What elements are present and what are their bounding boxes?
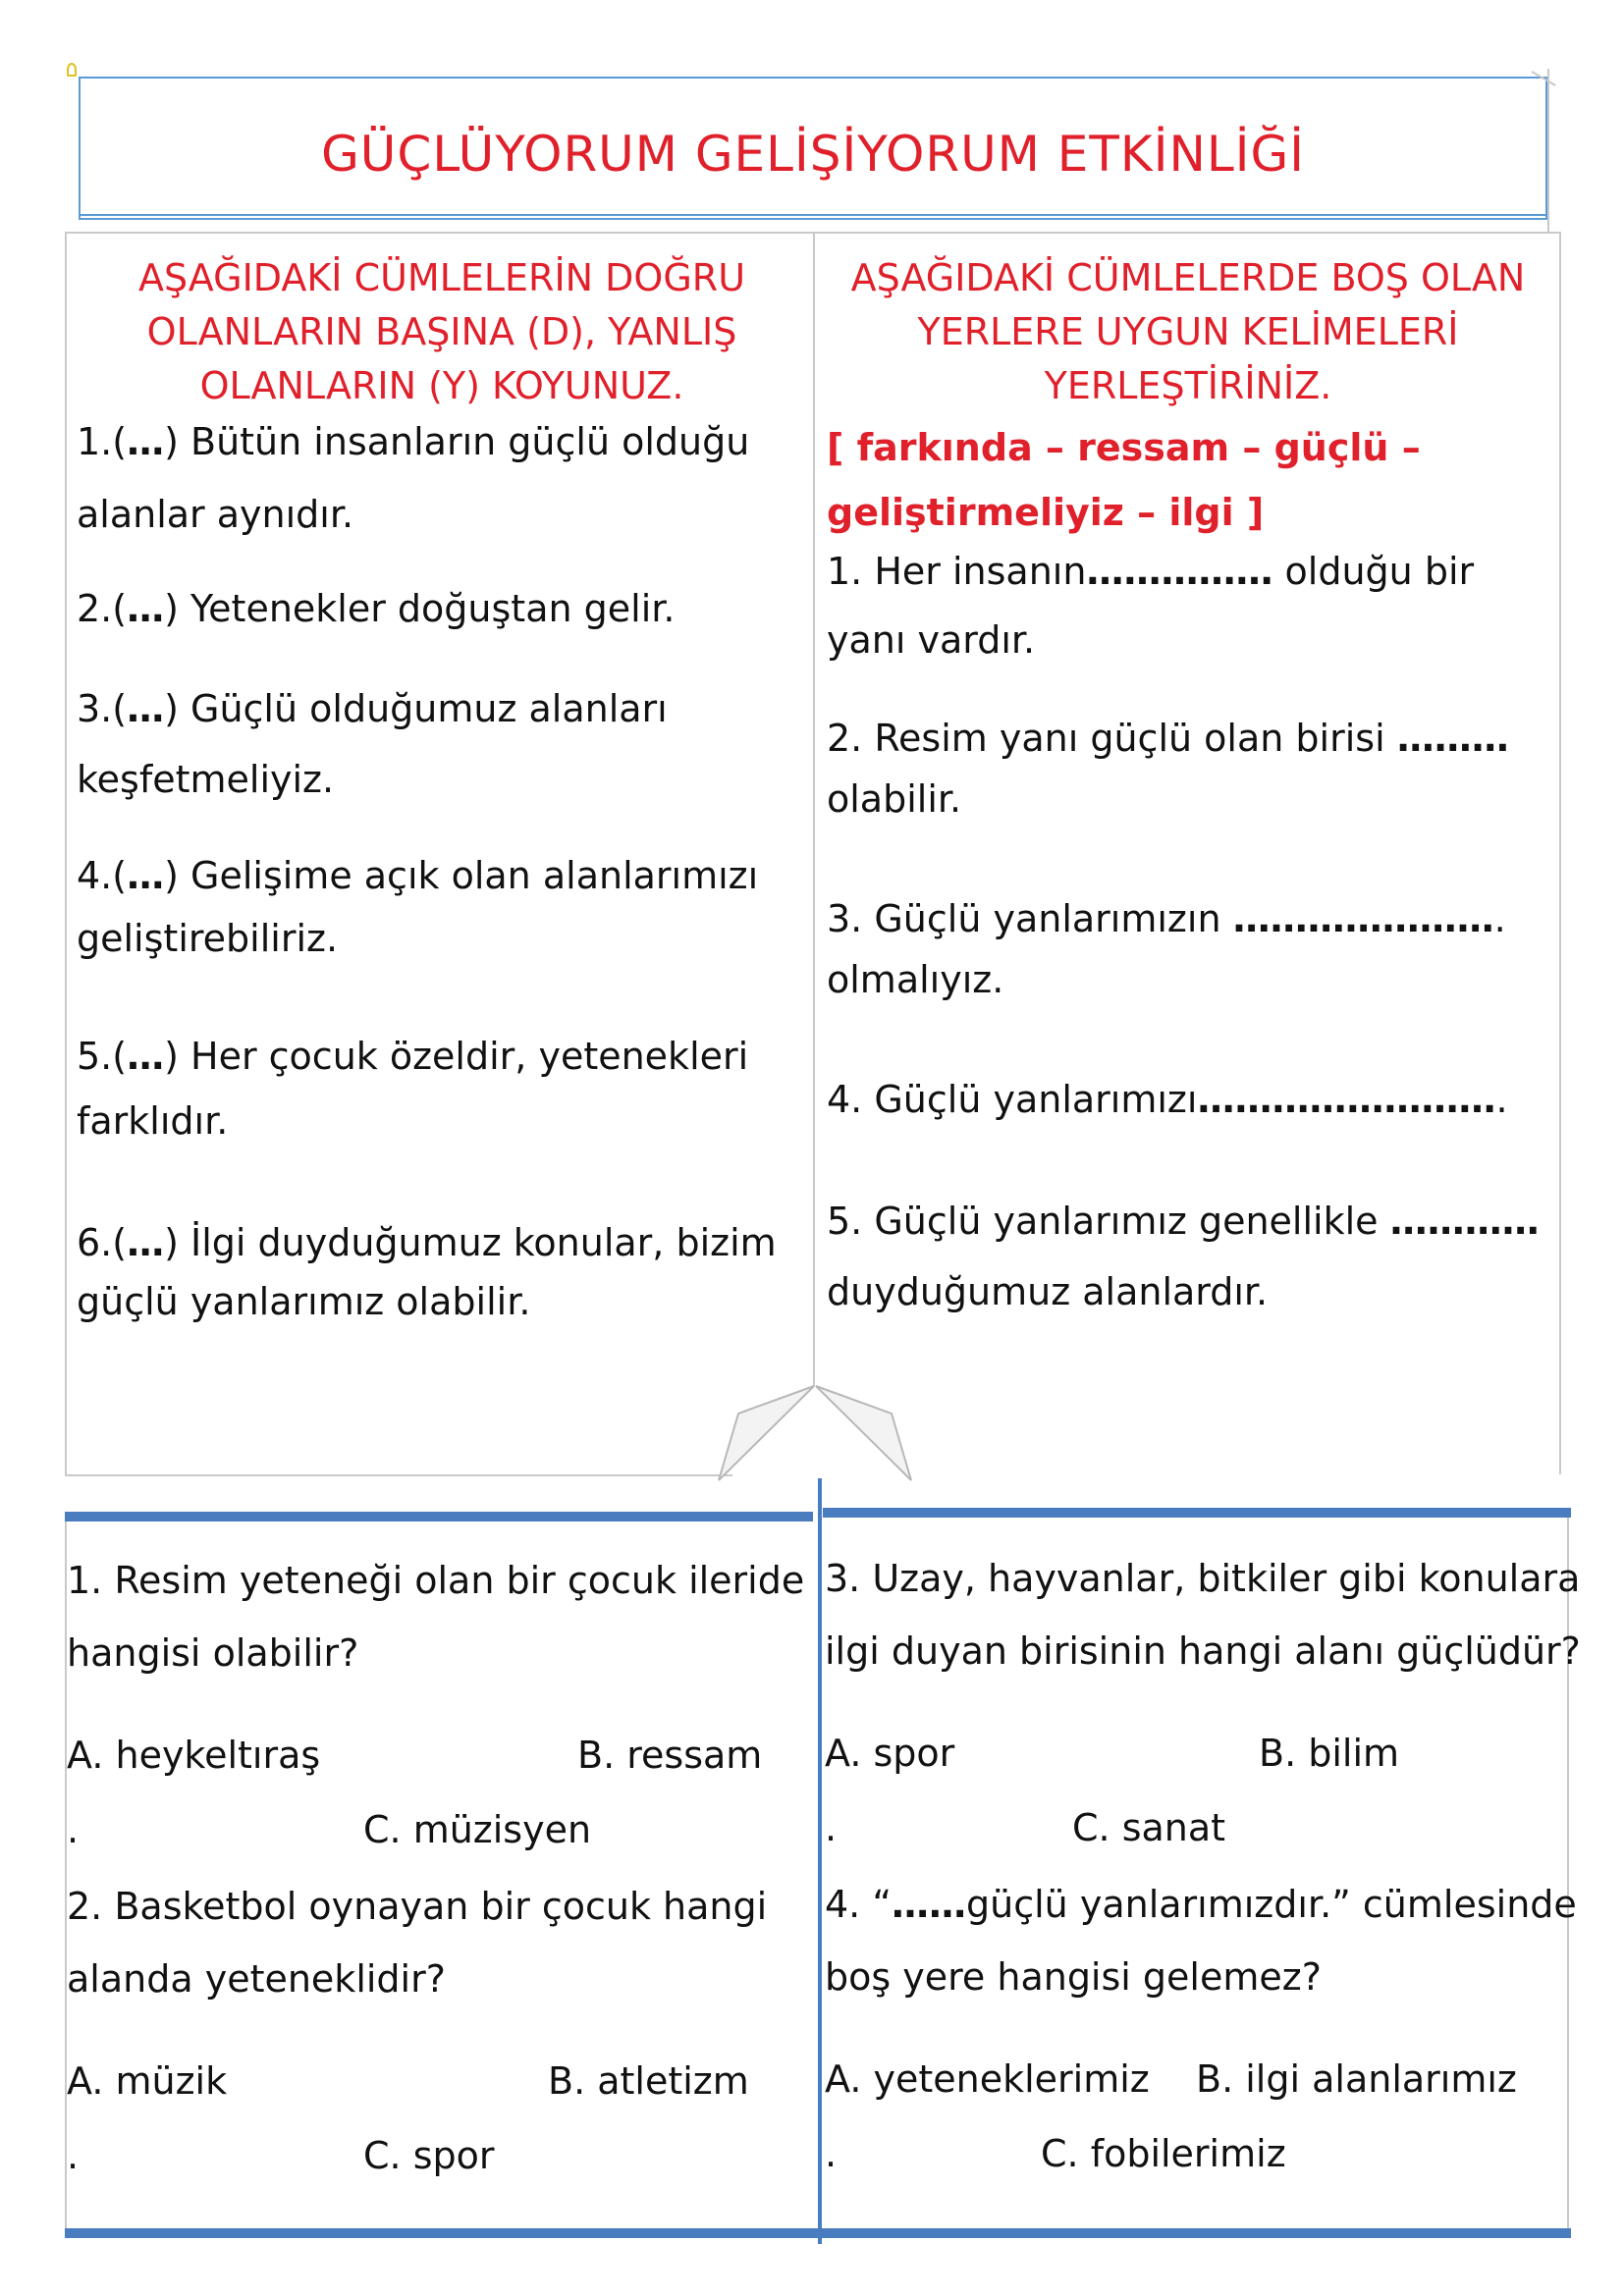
item-number: 4.( (77, 854, 128, 897)
item-number: 5.( (77, 1035, 128, 1078)
tf-item-3 (77, 687, 668, 730)
tf-item-6-cont: güçlü yanlarımız olabilir. (77, 1280, 531, 1323)
q2-option-b[interactable]: B. atletizm (548, 2059, 749, 2103)
item-text: 2. Resim yanı güçlü olan birisi (827, 717, 1397, 760)
tf-item-4-cont: geliştirebiliriz. (77, 917, 339, 960)
column-divider (813, 232, 815, 1386)
question-2-cont: alanda yeteneklidir? (67, 1957, 446, 2001)
q4-option-a[interactable]: A. yeteneklerimiz (825, 2057, 1150, 2101)
item-number: 3.( (77, 687, 128, 730)
item-paren: ) (164, 687, 179, 730)
item-text: 4. Güçlü yanlarımızı (827, 1078, 1198, 1121)
question-3-cont: ilgi duyan birisinin hangi alanı güçlüdür? (825, 1629, 1581, 1673)
heading-line: YERLEŞTİRİNİZ. (1044, 364, 1332, 407)
q3-option-a[interactable]: A. spor (825, 1732, 955, 1775)
item-text: 5. Güçlü yanlarımız genellikle (827, 1200, 1390, 1243)
left-heading (79, 251, 805, 413)
question-1: 1. Resim yeteneği olan bir çocuk ileride (67, 1559, 805, 1602)
heading-line: YERLERE UYGUN KELİMELERİ (917, 310, 1459, 353)
q1-option-c[interactable]: C. müzisyen (363, 1808, 592, 1851)
q1-option-a[interactable]: A. heykeltıraş (67, 1734, 321, 1777)
q2-option-a[interactable]: A. müzik (67, 2059, 228, 2103)
item-text: Bütün insanların güçlü olduğu (178, 420, 750, 463)
tf-item-1 (77, 420, 749, 463)
quiz-bottom-bar (65, 2228, 1571, 2238)
question-1-cont: hangisi olabilir? (67, 1631, 359, 1675)
q3-option-c[interactable]: C. sanat (1072, 1806, 1226, 1849)
quiz-divider (818, 1478, 822, 2244)
answer-blank[interactable]: … (127, 854, 165, 897)
q4-option-b[interactable]: B. ilgi alanlarımız (1196, 2057, 1517, 2101)
tf-item-1-cont: alanlar aynıdır. (77, 493, 354, 536)
q2-option-c[interactable]: C. spor (363, 2134, 495, 2177)
q4-dot: . (825, 2132, 838, 2175)
q1-option-b[interactable]: B. ressam (577, 1734, 763, 1777)
item-text: Yetenekler doğuştan gelir. (178, 587, 676, 630)
item-number: 2.( (77, 587, 128, 630)
q4-option-c[interactable]: C. fobilerimiz (1041, 2132, 1286, 2175)
top-right-border (1559, 232, 1561, 1474)
word-bank-line-2: geliştirmeliyiz – ilgi ] (827, 491, 1265, 534)
right-heading (825, 251, 1551, 413)
question-text: güçlü yanlarımızdır.” cümlesinde (966, 1883, 1577, 1926)
q1-dot: . (67, 1808, 80, 1851)
answer-blank[interactable]: ……… (1396, 717, 1509, 760)
fill-item-2-cont: olabilir. (827, 777, 962, 821)
question-4-cont: boş yere hangisi gelemez? (825, 1955, 1322, 1999)
answer-blank[interactable]: …………… (1086, 550, 1273, 593)
tf-item-4 (77, 854, 758, 897)
answer-blank[interactable]: … (127, 687, 165, 730)
quiz-top-bar-right (823, 1508, 1571, 1518)
top-left-border (65, 232, 67, 1474)
q3-dot: . (825, 1806, 838, 1849)
tf-item-5-cont: farklıdır. (77, 1099, 229, 1143)
item-text: 3. Güçlü yanlarımızın (827, 897, 1233, 940)
item-text: Gelişime açık olan alanlarımızı (178, 854, 759, 897)
heading-line: OLANLARIN (Y) KOYUNUZ. (199, 364, 684, 407)
item-text: 1. Her insanın (827, 550, 1087, 593)
item-number: 6.( (77, 1221, 128, 1264)
question-3: 3. Uzay, hayvanlar, bitkiler gibi konulara (825, 1557, 1581, 1600)
heading-line: AŞAĞIDAKİ CÜMLELERİN DOĞRU (137, 256, 746, 299)
pin-icon (67, 63, 77, 77)
fill-item-5-cont: duyduğumuz alanlardır. (827, 1270, 1269, 1313)
answer-blank[interactable]: …………………… (1197, 1078, 1496, 1121)
item-text: Güçlü olduğumuz alanları (178, 687, 668, 730)
item-paren: ) (164, 1035, 179, 1078)
tf-item-5 (77, 1035, 748, 1078)
item-paren: ) (164, 1221, 179, 1264)
answer-blank[interactable]: ………………… (1232, 897, 1494, 940)
answer-blank[interactable]: ………… (1389, 1200, 1540, 1243)
question-2: 2. Basketbol oynayan bir çocuk hangi (67, 1885, 768, 1928)
item-text: İlgi duyduğumuz konular, bizim (178, 1221, 777, 1264)
answer-blank[interactable]: … (127, 420, 165, 463)
quiz-top-bar-left (65, 1512, 813, 1522)
fill-item-3 (827, 897, 1506, 940)
answer-blank[interactable]: … (127, 1035, 165, 1078)
item-text: olduğu bir (1272, 550, 1475, 593)
fill-item-1 (827, 550, 1474, 593)
q2-dot: . (67, 2134, 80, 2177)
fill-item-2 (827, 717, 1509, 760)
q3-option-b[interactable]: B. bilim (1259, 1732, 1400, 1775)
item-paren: ) (164, 587, 179, 630)
fill-item-3-cont: olmalıyız. (827, 958, 1004, 1001)
item-number: 1.( (77, 420, 128, 463)
item-text: . (1495, 1078, 1508, 1121)
fill-item-1-cont: yanı vardır. (827, 618, 1036, 662)
tf-item-6 (77, 1221, 777, 1264)
item-paren: ) (164, 420, 179, 463)
answer-blank[interactable]: … (127, 587, 165, 630)
word-bank-line-1: [ farkında – ressam – güçlü – (827, 426, 1421, 469)
tf-item-2 (77, 587, 675, 630)
page-title: GÜÇLÜYORUM GELİŞİYORUM ETKİNLİĞİ (321, 126, 1305, 183)
fill-item-4 (827, 1078, 1508, 1121)
item-paren: ) (164, 854, 179, 897)
answer-blank[interactable]: … (127, 1221, 165, 1264)
arrow-decoration (707, 1374, 923, 1482)
item-text: Her çocuk özeldir, yetenekleri (178, 1035, 749, 1078)
item-text: . (1493, 897, 1506, 940)
heading-line: OLANLARIN BAŞINA (D), YANLIŞ (146, 310, 737, 353)
question-text: 4. “ (825, 1883, 893, 1926)
tf-item-3-cont: keşfetmeliyiz. (77, 758, 335, 801)
heading-line: AŞAĞIDAKİ CÜMLELERDE BOŞ OLAN (850, 256, 1526, 299)
quote-blank: …… (892, 1883, 967, 1926)
question-4 (825, 1883, 1577, 1926)
fill-item-5 (827, 1200, 1540, 1243)
